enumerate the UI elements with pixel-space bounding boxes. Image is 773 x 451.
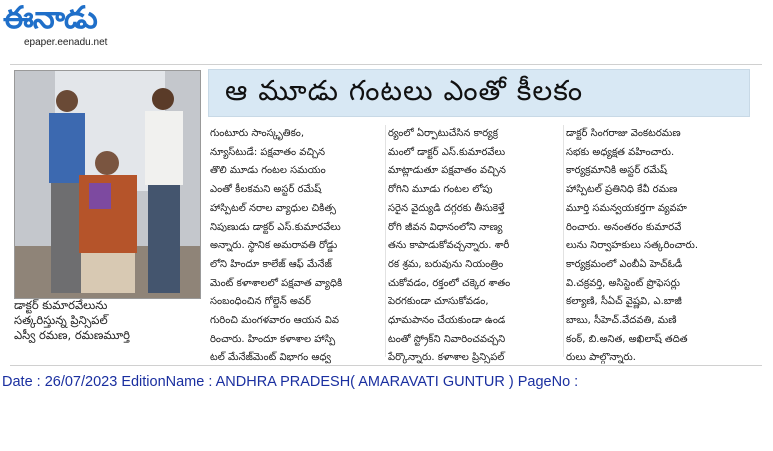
news-photo xyxy=(14,70,201,299)
site-url: epaper.eenadu.net xyxy=(24,37,108,48)
text-line: సరైన వైద్యుడి దగ్గరకు తీసుకెళ్తే xyxy=(388,202,505,214)
text-line: నిపుణుడు డాక్టర్ ఎస్.కుమారవేలు xyxy=(210,221,341,233)
text-line: లోని హిందూ కాలేజ్ ఆఫ్ మేనేజ్ xyxy=(210,258,332,270)
text-line: మెంట్ కళాశాలలో పక్షవాత వ్యాధికి xyxy=(210,277,343,289)
text-line: ధూమపానం చేయకుండా ఉండ xyxy=(388,315,506,327)
edition-info: Date : 26/07/2023 EditionName : ANDHRA PRADESH( AMARAVATI GUNTUR ) PageNo : xyxy=(2,374,579,390)
text-line: డాక్టర్ సింగరాజు వెంకటరమణ xyxy=(566,128,681,139)
text-line: వి.చక్రవర్తి, అసిస్టెంట్ ప్రొఫెసర్లు xyxy=(566,277,680,289)
text-line: రులు పాల్గొన్నారు. xyxy=(566,352,636,364)
eenadu-logo[interactable]: ఈనాడు xyxy=(3,0,97,36)
text-line: గుంటూరు సాంస్కృతికం, xyxy=(210,128,305,139)
text-line: తను కాపాడుకోవచ్చన్నారు. శారీ xyxy=(388,240,510,252)
column-divider xyxy=(563,125,564,357)
caption-line: డాక్టర్ కుమారవేలును xyxy=(14,298,108,312)
text-line: రోగి జీవన విధానంలోని నాణ్య xyxy=(388,221,503,233)
text-line: బాబు, సీహెచ్.వేదవతి, మణి xyxy=(566,315,677,327)
text-line: తొలి మూడు గంటల సమయం xyxy=(210,165,326,177)
text-line: కల్యాణి, సీఏచ్ వైష్ణవి, ఎ.బాజీ xyxy=(566,296,682,308)
text-line: మంలో డాక్టర్ ఎస్.కుమారవేలు xyxy=(388,146,506,158)
text-line: హాస్పిటల్ నరాల వ్యాధుల చికిత్స xyxy=(210,202,336,214)
headline-box xyxy=(208,69,750,117)
text-line: హాస్పిటల్ ప్రతినిధి కేవీ రమణ xyxy=(566,184,678,196)
text-line: రక శ్రమ, బరువును నియంత్రిం xyxy=(388,258,504,270)
text-line: కార్యక్రమంలో ఎంబీఏ హెచ్ఓడీ xyxy=(566,258,683,270)
text-line: కార్యక్రమానికి అస్టర్ రమేష్ xyxy=(566,165,668,177)
photo-caption xyxy=(14,298,202,343)
text-line: కంఠ్, బి.అనిత, అఖిలాష్ తదిత xyxy=(566,333,688,345)
text-line: అన్నారు. స్థానిక అమరావతి రోడ్డు xyxy=(210,240,338,252)
text-line: మూర్తి సమన్వయకర్తగా వ్యవహ xyxy=(566,202,687,214)
caption-line: ఎస్వీ రమణ, రమణమూర్తి xyxy=(14,328,130,342)
text-line: రోగిని మూడు గంటల లోపు xyxy=(388,184,493,196)
text-line: పెరగకుండా చూసుకోవడం, xyxy=(388,296,489,308)
column-divider xyxy=(385,125,386,357)
text-line: టంతో స్ట్రోక్‌ని నివారించవచ్చని xyxy=(388,333,506,345)
text-line: ఎంతో కీలకమని అస్టర్ రమేష్ xyxy=(210,184,322,196)
text-line: లును నిర్వాహకులు సత్కరించారు. xyxy=(566,240,699,252)
text-line: గురించి మంగళవారం ఆయన వివ xyxy=(210,315,339,327)
text-line: ర్యంలో ఏర్పాటుచేసిన కార్యక్ర xyxy=(388,128,498,139)
text-line: న్యూస్‌టుడే: పక్షవాతం వచ్చిన xyxy=(210,146,326,158)
text-line: రించారు. హిందూ కళాశాల హాస్పి xyxy=(210,333,336,345)
text-line: సంబంధించిన గోల్డెన్ అవర్ xyxy=(210,296,311,308)
text-line: రించారు. అనంతరం కుమారవే xyxy=(566,221,682,233)
text-line: పేర్కొన్నారు. కళాశాల ప్రిన్సిపల్ xyxy=(388,352,505,364)
text-line: టల్ మేనేజ్‌మెంట్ విభాగం ఆధ్వ xyxy=(210,352,331,364)
photo-illustration xyxy=(15,71,200,298)
text-line: మాట్లాడుతూ పక్షవాతం వచ్చిన xyxy=(388,165,506,177)
article-column-2 xyxy=(388,125,560,368)
text-line: సభకు అధ్యక్షత వహించారు. xyxy=(566,146,675,158)
news-clipping xyxy=(10,64,762,366)
text-line: చుకోవడం, రక్తంలో చక్కెర శాతం xyxy=(388,277,511,289)
article-column-1 xyxy=(210,125,382,368)
headline: ఆ మూడు గంటలు ఎంతో కీలకం xyxy=(225,74,584,107)
article-column-3 xyxy=(566,125,738,368)
caption-line: సత్కరిస్తున్న ప్రిన్సిపల్ xyxy=(14,313,108,327)
